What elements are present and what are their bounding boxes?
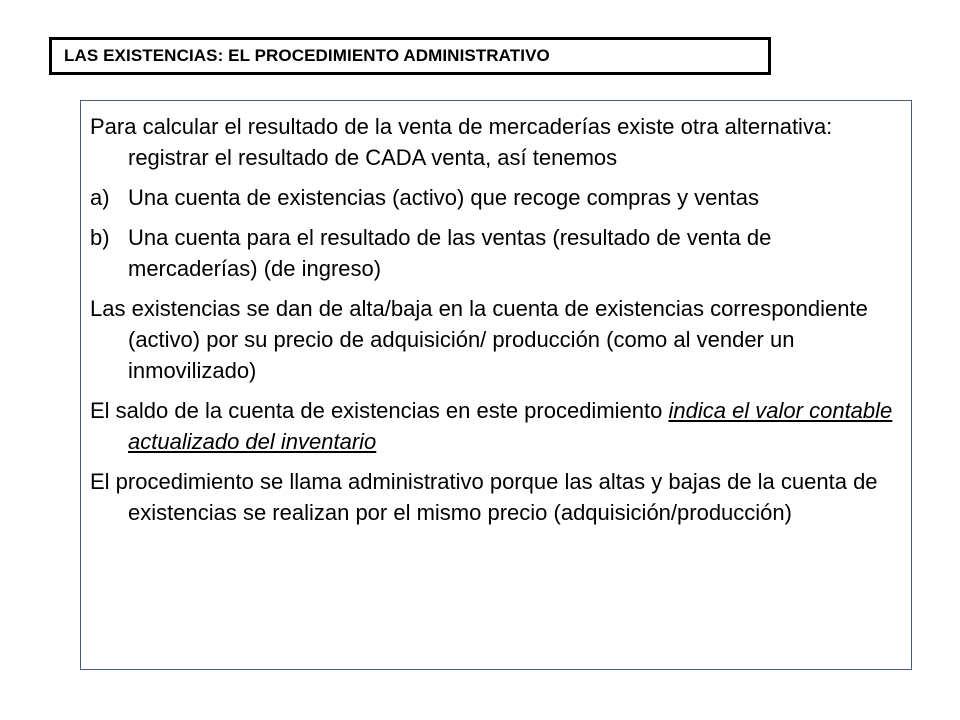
saldo-emphasis: indica el valor contable actualizado del inventario [128, 398, 893, 454]
list-item-a-text: Una cuenta de existencias (activo) que recoge compras y ventas [128, 185, 759, 210]
saldo-text: El saldo de la cuenta de existencias en este procedimiento [90, 398, 669, 423]
slide-title: LAS EXISTENCIAS: EL PROCEDIMIENTO ADMINISTRATIVO [64, 46, 550, 65]
saldo-paragraph [90, 395, 903, 457]
list-item-b [90, 222, 903, 284]
alta-baja-paragraph: Las existencias se dan de alta/baja en la cuenta de existencias correspondiente (activo) por su precio de adquisición/ producción (como al vender un inmovilizado) [90, 296, 868, 383]
slide-title-box [49, 37, 771, 75]
list-marker-a: a) [90, 185, 110, 210]
content-box [80, 100, 912, 670]
list-marker-b: b) [90, 225, 110, 250]
intro-paragraph: Para calcular el resultado de la venta de mercaderías existe otra alternativa: registrar el resultado de CADA venta, así tenemos [90, 114, 833, 170]
list-item-b-text: Una cuenta para el resultado de las ventas (resultado de venta de mercaderías) (de ingreso) [128, 225, 772, 281]
procedimiento-paragraph: El procedimiento se llama administrativo porque las altas y bajas de la cuenta de existencias se realizan por el mismo precio (adquisición/producción) [90, 469, 878, 525]
list-item-a [90, 182, 903, 213]
